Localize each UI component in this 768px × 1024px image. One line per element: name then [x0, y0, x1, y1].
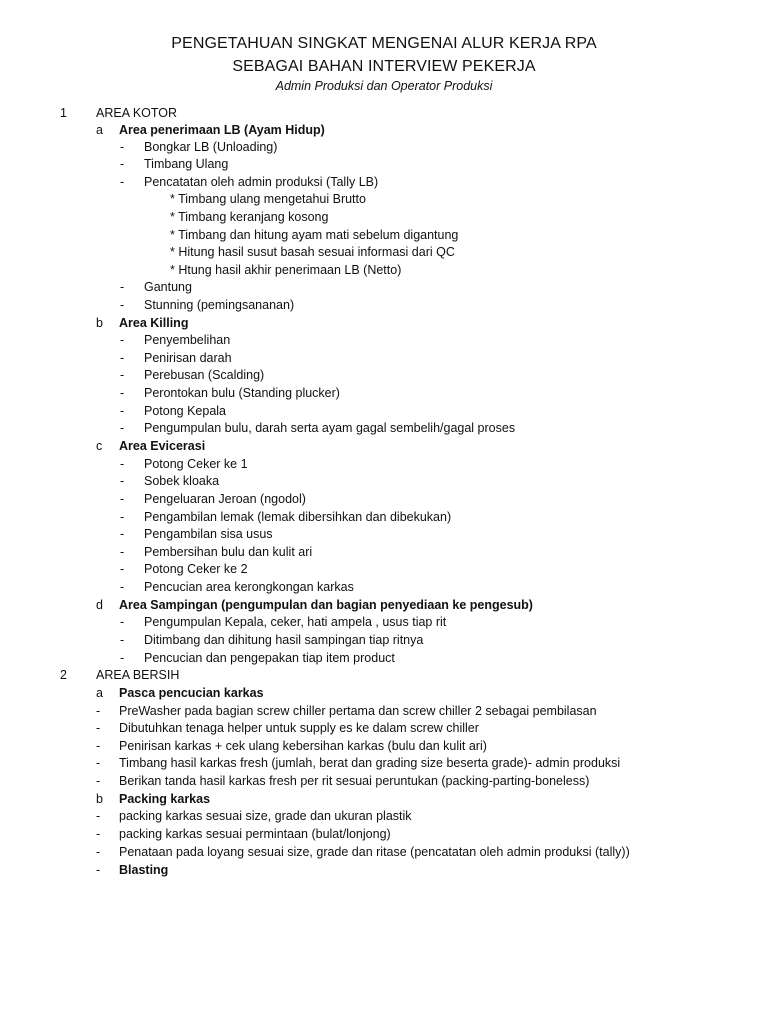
- list-item: Pengumpulan Kepala, ceker, hati ampela , usus tiap rit: [144, 615, 447, 629]
- list-item: Pengumpulan bulu, darah serta ayam gagal sembelih/gagal proses: [144, 421, 516, 435]
- bullet-dash: -: [120, 474, 125, 488]
- list-item: packing karkas sesuai permintaan (bulat/lonjong): [119, 827, 391, 841]
- bullet-dash: -: [120, 492, 125, 506]
- bullet-dash: -: [96, 845, 101, 859]
- subsection-letter: a: [96, 686, 103, 700]
- bullet-dash: -: [120, 333, 125, 347]
- subsection-letter: b: [96, 316, 103, 330]
- subsection-letter: d: [96, 598, 103, 612]
- list-item: Penyembelihan: [144, 333, 231, 347]
- subsection-letter: a: [96, 123, 103, 137]
- bullet-dash: -: [120, 157, 125, 171]
- list-item: Potong Ceker ke 1: [144, 457, 248, 471]
- list-item: Perebusan (Scalding): [144, 368, 265, 382]
- bullet-dash: -: [120, 580, 125, 594]
- document-subtitle: Admin Produksi dan Operator Produksi: [275, 79, 493, 93]
- section-heading: AREA KOTOR: [96, 106, 178, 120]
- subsection-letter: c: [96, 439, 103, 453]
- bullet-dash: -: [120, 615, 125, 629]
- bullet-dash: -: [96, 739, 101, 753]
- list-item: Timbang hasil karkas fresh (jumlah, berat dan grading size beserta grade)- admin produksi: [119, 756, 621, 770]
- subsection-heading: Area penerimaan LB (Ayam Hidup): [119, 123, 325, 137]
- bullet-dash: -: [120, 527, 125, 541]
- sub-list-item: * Hitung hasil susut basah sesuai informasi dari QC: [170, 245, 455, 259]
- subsection-heading: Pasca pencucian karkas: [119, 686, 264, 700]
- bullet-dash: -: [120, 280, 125, 294]
- sub-list-item: * Htung hasil akhir penerimaan LB (Netto): [170, 263, 402, 277]
- bullet-dash: -: [120, 386, 125, 400]
- section-number: 1: [60, 106, 67, 120]
- sub-list-item: * Timbang ulang mengetahui Brutto: [170, 192, 366, 206]
- bullet-dash: -: [96, 756, 101, 770]
- bullet-dash: -: [96, 863, 101, 877]
- bullet-dash: -: [120, 651, 125, 665]
- list-item: packing karkas sesuai size, grade dan ukuran plastik: [119, 809, 412, 823]
- sub-list-item: * Timbang keranjang kosong: [170, 210, 329, 224]
- bullet-dash: -: [96, 809, 101, 823]
- bullet-dash: -: [120, 351, 125, 365]
- list-item: PreWasher pada bagian screw chiller pertama dan screw chiller 2 sebagai pembilasan: [119, 704, 597, 718]
- section-number: 2: [60, 668, 67, 682]
- subsection-heading: Area Sampingan (pengumpulan dan bagian penyediaan ke pengesub): [119, 598, 533, 612]
- list-item: Penataan pada loyang sesuai size, grade dan ritase (pencatatan oleh admin produksi (tally)): [119, 845, 630, 859]
- bullet-dash: -: [120, 298, 125, 312]
- document-title-line2: SEBAGAI BAHAN INTERVIEW PEKERJA: [232, 58, 536, 75]
- list-item: Berikan tanda hasil karkas fresh per rit sesuai peruntukan (packing-parting-boneless): [119, 774, 590, 788]
- bullet-dash: -: [120, 421, 125, 435]
- section-heading: AREA BERSIH: [96, 668, 180, 682]
- list-item: Pembersihan bulu dan kulit ari: [144, 545, 313, 559]
- list-item: Timbang Ulang: [144, 157, 229, 171]
- list-item: Penirisan karkas + cek ulang kebersihan karkas (bulu dan kulit ari): [119, 739, 487, 753]
- bullet-dash: -: [120, 404, 125, 418]
- bullet-dash: -: [120, 457, 125, 471]
- subsection-letter: b: [96, 792, 103, 806]
- list-item: Bongkar LB (Unloading): [144, 140, 278, 154]
- list-item: Pencucian area kerongkongan karkas: [144, 580, 354, 594]
- list-item: Pengambilan lemak (lemak dibersihkan dan dibekukan): [144, 510, 452, 524]
- list-item: Ditimbang dan dihitung hasil sampingan tiap ritnya: [144, 633, 424, 647]
- list-item: Stunning (pemingsananan): [144, 298, 295, 312]
- list-item: Gantung: [144, 280, 192, 294]
- list-item: Perontokan bulu (Standing plucker): [144, 386, 340, 400]
- bullet-dash: -: [120, 368, 125, 382]
- bullet-dash: -: [96, 774, 101, 788]
- list-item: Potong Ceker ke 2: [144, 562, 248, 576]
- list-item: Dibutuhkan tenaga helper untuk supply es ke dalam screw chiller: [119, 721, 479, 735]
- list-item: Pencucian dan pengepakan tiap item product: [144, 651, 395, 665]
- document-title-line1: PENGETAHUAN SINGKAT MENGENAI ALUR KERJA RPA: [171, 35, 597, 52]
- bullet-dash: -: [120, 633, 125, 647]
- bullet-dash: -: [96, 721, 101, 735]
- list-item: Penirisan darah: [144, 351, 232, 365]
- bullet-dash: -: [120, 175, 125, 189]
- subsection-heading: Packing karkas: [119, 792, 211, 806]
- bullet-dash: -: [96, 827, 101, 841]
- list-item: Potong Kepala: [144, 404, 227, 418]
- bullet-dash: -: [120, 140, 125, 154]
- bullet-dash: -: [120, 510, 125, 524]
- bullet-dash: -: [120, 545, 125, 559]
- list-item: Pencatatan oleh admin produksi (Tally LB): [144, 175, 379, 189]
- list-item: Sobek kloaka: [144, 474, 220, 488]
- list-item: Pengeluaran Jeroan (ngodol): [144, 492, 306, 506]
- sub-list-item: * Timbang dan hitung ayam mati sebelum digantung: [170, 228, 459, 242]
- bullet-dash: -: [120, 562, 125, 576]
- subsection-heading: Area Evicerasi: [119, 439, 206, 453]
- bullet-dash: -: [96, 704, 101, 718]
- list-item: Pengambilan sisa usus: [144, 527, 273, 541]
- subsection-heading: Area Killing: [119, 316, 189, 330]
- list-item: Blasting: [119, 863, 169, 877]
